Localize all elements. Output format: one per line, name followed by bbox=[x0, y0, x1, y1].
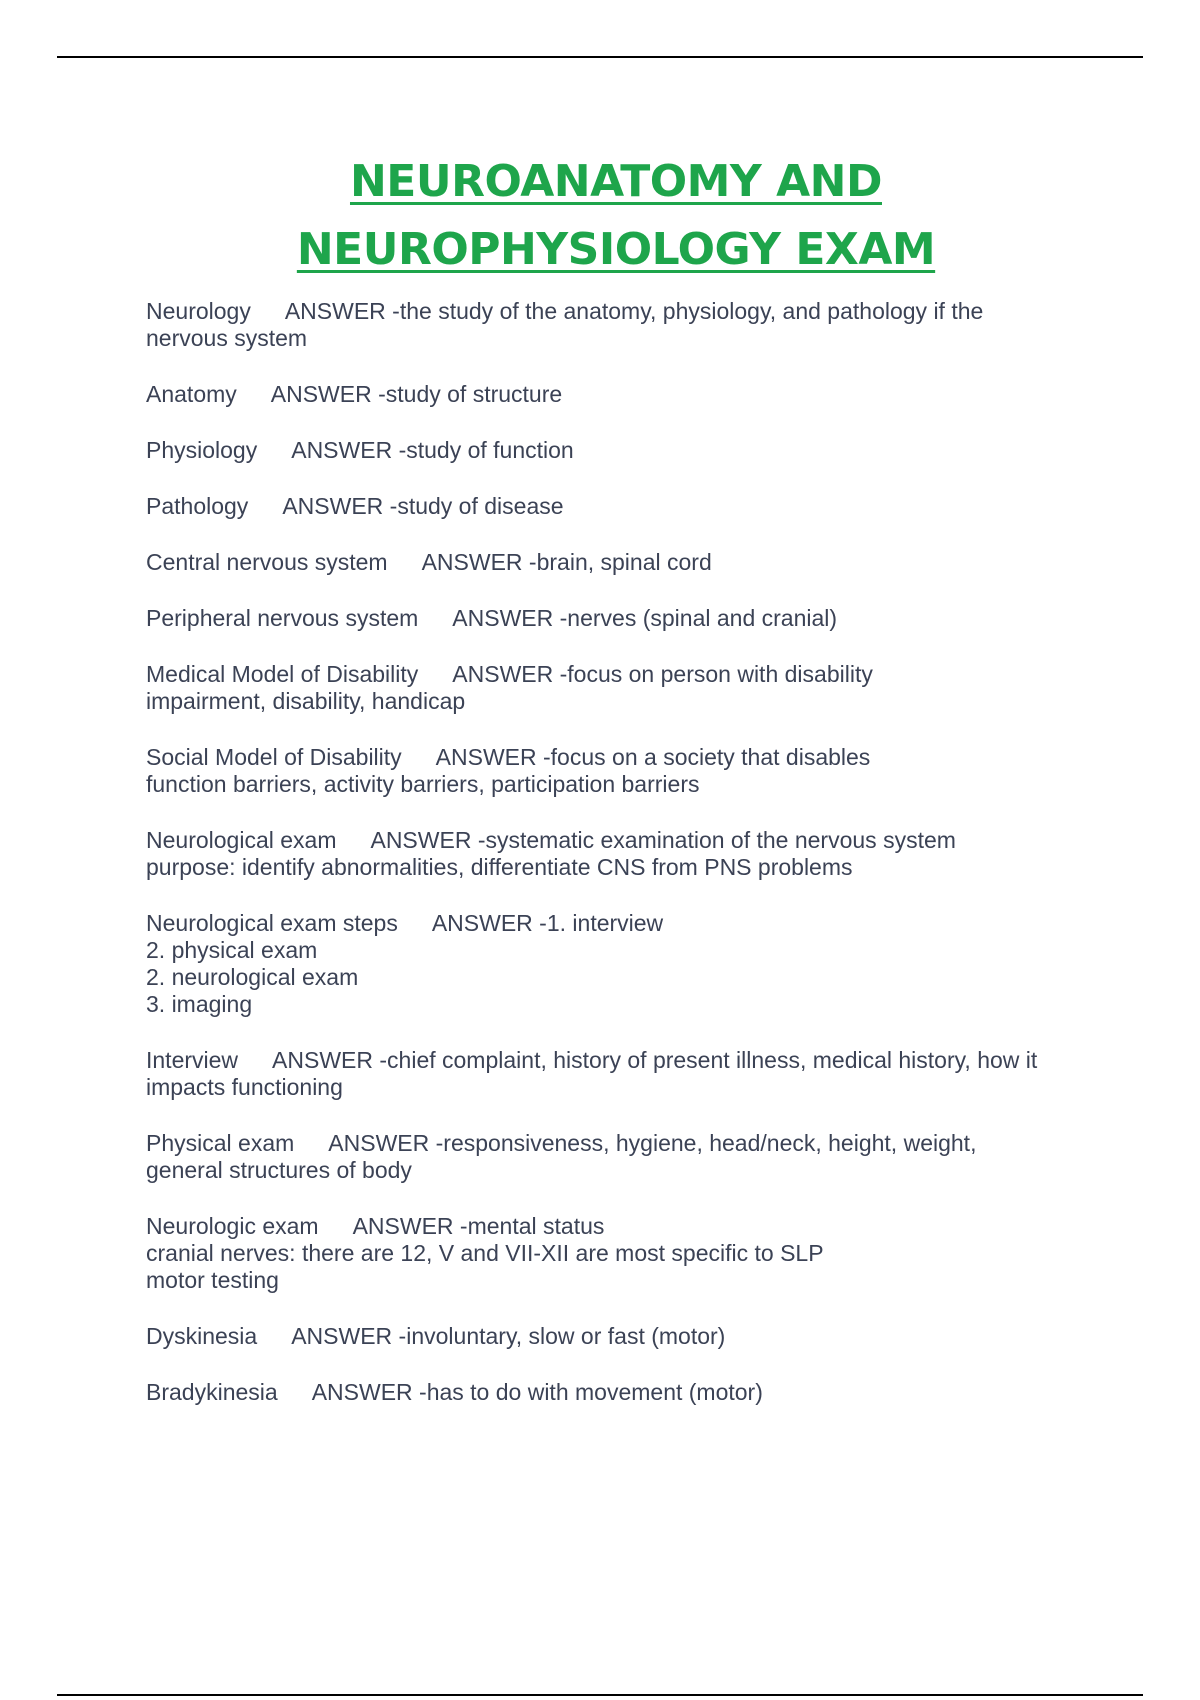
qa-term: Physical exam bbox=[146, 1130, 295, 1156]
qa-first-line bbox=[146, 298, 1106, 325]
qa-term: Peripheral nervous system bbox=[146, 605, 419, 631]
qa-entry bbox=[146, 437, 1106, 464]
qa-entry bbox=[146, 1213, 1106, 1294]
qa-term: Neurology bbox=[146, 298, 251, 324]
qa-answer: ANSWER -study of structure bbox=[270, 381, 563, 407]
qa-continuation-line: 2. neurological exam bbox=[146, 964, 359, 990]
qa-answer: ANSWER -has to do with movement (motor) bbox=[311, 1379, 763, 1405]
qa-first-line bbox=[146, 1379, 1106, 1406]
qa-first-line bbox=[146, 437, 1106, 464]
title-line-2: NEUROPHYSIOLOGY EXAM bbox=[296, 224, 936, 275]
qa-entry bbox=[146, 910, 1106, 1018]
qa-answer: ANSWER -mental status bbox=[352, 1213, 605, 1239]
qa-first-line bbox=[146, 605, 1106, 632]
qa-entry bbox=[146, 661, 1106, 715]
qa-term: Social Model of Disability bbox=[146, 744, 402, 770]
qa-term: Neurological exam bbox=[146, 827, 337, 853]
qa-answer: ANSWER -systematic examination of the nervous system bbox=[370, 827, 956, 853]
qa-answer: ANSWER -study of function bbox=[291, 437, 574, 463]
qa-answer: ANSWER -involuntary, slow or fast (motor) bbox=[291, 1323, 726, 1349]
qa-answer: ANSWER -1. interview bbox=[431, 910, 664, 936]
qa-continuation-line: general structures of body bbox=[146, 1157, 412, 1183]
qa-first-line bbox=[146, 1323, 1106, 1350]
qa-entry bbox=[146, 827, 1106, 881]
title-line-1: NEUROANATOMY AND bbox=[349, 156, 882, 207]
qa-term: Physiology bbox=[146, 437, 258, 463]
qa-term: Central nervous system bbox=[146, 549, 388, 575]
bottom-divider bbox=[57, 1694, 1143, 1696]
qa-answer: ANSWER -responsiveness, hygiene, head/neck, height, weight, bbox=[328, 1130, 977, 1156]
qa-entry bbox=[146, 493, 1106, 520]
qa-continuation-line: nervous system bbox=[146, 325, 308, 351]
qa-term: Interview bbox=[146, 1047, 239, 1073]
qa-first-line bbox=[146, 661, 1106, 688]
qa-first-line bbox=[146, 1130, 1106, 1157]
qa-continuation-line: purpose: identify abnormalities, differentiate CNS from PNS problems bbox=[146, 854, 853, 880]
qa-continuation-line: impacts functioning bbox=[146, 1074, 343, 1100]
qa-entry bbox=[146, 1323, 1106, 1350]
qa-term: Medical Model of Disability bbox=[146, 661, 419, 687]
qa-first-line bbox=[146, 827, 1106, 854]
qa-list bbox=[146, 298, 1106, 1435]
qa-term: Neurological exam steps bbox=[146, 910, 398, 936]
qa-answer: ANSWER -the study of the anatomy, physiology, and pathology if the bbox=[284, 298, 984, 324]
qa-entry bbox=[146, 1130, 1106, 1184]
top-divider bbox=[57, 56, 1143, 58]
qa-first-line bbox=[146, 381, 1106, 408]
qa-first-line bbox=[146, 549, 1106, 576]
qa-first-line bbox=[146, 493, 1106, 520]
qa-first-line bbox=[146, 1047, 1106, 1074]
qa-answer: ANSWER -brain, spinal cord bbox=[421, 549, 712, 575]
qa-continuation-line: function barriers, activity barriers, participation barriers bbox=[146, 771, 700, 797]
qa-first-line bbox=[146, 910, 1106, 937]
qa-term: Neurologic exam bbox=[146, 1213, 319, 1239]
qa-first-line bbox=[146, 1213, 1106, 1240]
qa-term: Anatomy bbox=[146, 381, 237, 407]
document-title bbox=[0, 148, 1200, 284]
qa-continuation-line: impairment, disability, handicap bbox=[146, 688, 466, 714]
qa-entry bbox=[146, 298, 1106, 352]
qa-term: Bradykinesia bbox=[146, 1379, 278, 1405]
qa-entry bbox=[146, 549, 1106, 576]
qa-term: Pathology bbox=[146, 493, 249, 519]
qa-answer: ANSWER -focus on a society that disables bbox=[435, 744, 871, 770]
qa-entry bbox=[146, 1379, 1106, 1406]
qa-continuation-line: 2. physical exam bbox=[146, 937, 318, 963]
qa-continuation-line: 3. imaging bbox=[146, 991, 253, 1017]
qa-entry bbox=[146, 605, 1106, 632]
qa-continuation-line: motor testing bbox=[146, 1267, 279, 1293]
qa-entry bbox=[146, 1047, 1106, 1101]
qa-answer: ANSWER -study of disease bbox=[282, 493, 564, 519]
qa-answer: ANSWER -chief complaint, history of present illness, medical history, how it bbox=[272, 1047, 1038, 1073]
qa-continuation-line: cranial nerves: there are 12, V and VII-XII are most specific to SLP bbox=[146, 1240, 824, 1266]
qa-answer: ANSWER -nerves (spinal and cranial) bbox=[452, 605, 838, 631]
qa-entry bbox=[146, 744, 1106, 798]
qa-term: Dyskinesia bbox=[146, 1323, 258, 1349]
qa-answer: ANSWER -focus on person with disability bbox=[452, 661, 873, 687]
qa-entry bbox=[146, 381, 1106, 408]
qa-first-line bbox=[146, 744, 1106, 771]
